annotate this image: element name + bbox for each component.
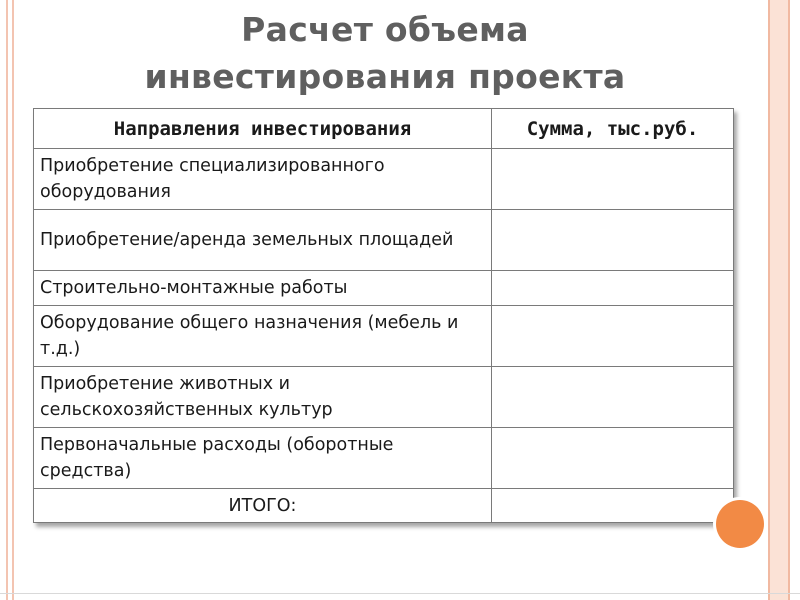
row-label: Первоначальные расходы (оборотные средства) — [34, 428, 492, 489]
header-amount: Сумма, тыс.руб. — [492, 109, 734, 149]
table-header-row — [34, 109, 734, 149]
total-value — [492, 489, 734, 523]
header-directions: Направления инвестирования — [34, 109, 492, 149]
row-value — [492, 271, 734, 306]
slide-title — [40, 6, 730, 100]
row-label: Строительно-монтажные работы — [34, 271, 492, 306]
row-value — [492, 149, 734, 210]
row-value — [492, 210, 734, 271]
total-label: ИТОГО: — [34, 489, 492, 523]
row-label: Оборудование общего назначения (мебель и т.д.) — [34, 306, 492, 367]
row-value — [492, 367, 734, 428]
investment-table — [33, 108, 734, 523]
table-row — [34, 428, 734, 489]
table-row — [34, 306, 734, 367]
row-value — [492, 428, 734, 489]
table-row — [34, 367, 734, 428]
decorative-orange-circle — [716, 500, 764, 548]
table-row — [34, 210, 734, 271]
slide-border-line-left-inner — [12, 0, 14, 600]
row-value — [492, 306, 734, 367]
table-row — [34, 271, 734, 306]
slide-title-line-2: инвестирования проекта — [144, 57, 626, 96]
table-row — [34, 149, 734, 210]
slide-bottom-line — [0, 593, 800, 594]
row-label: Приобретение животных и сельскохозяйственных культур — [34, 367, 492, 428]
table-total-row — [34, 489, 734, 523]
row-label: Приобретение/аренда земельных площадей — [34, 210, 492, 271]
slide-side-band — [768, 0, 790, 600]
slide-border-line-left — [6, 0, 8, 600]
slide-title-line-1: Расчет объема — [241, 10, 529, 49]
row-label: Приобретение специализированного оборудования — [34, 149, 492, 210]
